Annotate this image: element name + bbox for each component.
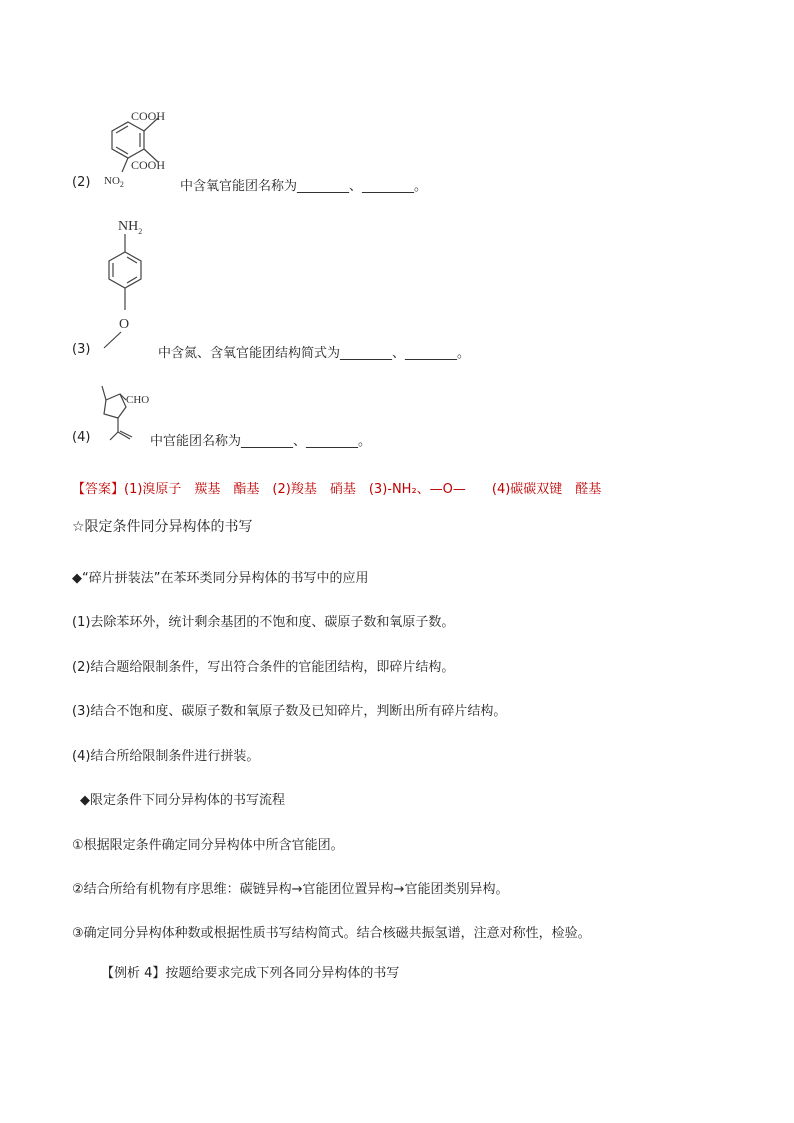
method1-title: ◆“碎片拼装法”在苯环类同分异构体的书写中的应用 xyxy=(72,571,369,586)
no2-label: $NO_2$ xyxy=(104,175,124,188)
methoxyaniline-structure xyxy=(96,212,156,357)
method1-step-3: (3)结合不饱和度、碳原子数和氧原子数及已知碎片，判断出所有碎片结构。 xyxy=(72,704,507,719)
q4-label: (4) xyxy=(72,430,91,445)
answer-tag: 【答案】 xyxy=(72,482,125,497)
nh2-label: $NH_2$ xyxy=(118,219,143,236)
method1-step-4: (4)结合所给限制条件进行拼装。 xyxy=(72,749,260,764)
q3-label: (3) xyxy=(72,342,91,357)
example-heading: 【例析 4】按题给要求完成下列各同分异构体的书写 xyxy=(101,966,400,981)
cooh-top-label: COOH xyxy=(131,109,166,123)
oxygen-label: O xyxy=(119,317,130,332)
method2-step-3: ③确定同分异构体种数或根据性质书写结构简式。结合核磁共振氢谱，注意对称性，检验。 xyxy=(72,926,591,941)
cyclopentane-aldehyde-structure xyxy=(96,382,156,444)
method1-step-2: (2)结合题给限制条件，写出符合条件的官能团结构，即碎片结构。 xyxy=(72,660,455,675)
q3-question-text: 中含氮、含氧官能团结构简式为________、________。 xyxy=(158,346,471,361)
cooh-bottom-label: COOH xyxy=(131,158,166,172)
section-title: ☆限定条件同分异构体的书写 xyxy=(72,519,253,535)
q2-label: (2) xyxy=(72,175,91,190)
method1-step-1: (1)去除苯环外，统计剩余基团的不饱和度、碳原子数和氧原子数。 xyxy=(72,615,455,630)
method2-step-2: ②结合所给有机物有序思维：碳链异构→官能团位置异构→官能团类别异构。 xyxy=(72,882,509,897)
method2-step-1: ①根据限定条件确定同分异构体中所含官能团。 xyxy=(72,838,344,853)
q2-question-text: 中含氧官能团名称为________、________。 xyxy=(180,179,428,194)
answer-line xyxy=(72,478,601,497)
q4-question-text: 中官能团名称为________、________。 xyxy=(150,434,372,449)
method2-title: ◆限定条件下同分异构体的书写流程 xyxy=(80,793,285,808)
answer-body: (1)溴原子 羰基 酯基 (2)羧基 硝基 (3)-NH₂、—O— (4)碳碳双键 醛基 xyxy=(124,482,602,497)
cho-label: CHO xyxy=(126,394,150,406)
